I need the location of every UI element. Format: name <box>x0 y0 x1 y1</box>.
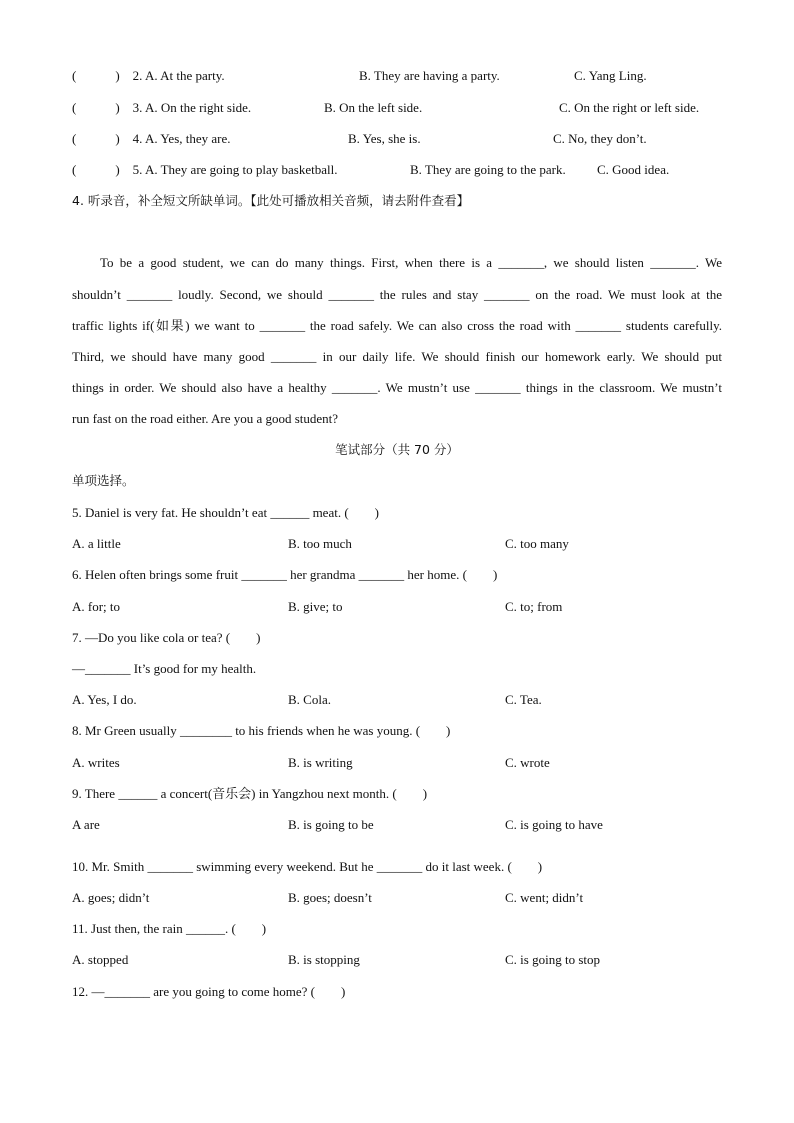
question-11-option-a: A. stopped <box>72 952 129 967</box>
listening-q4-option-c: C. No, they don’t. <box>553 131 647 146</box>
listening-q3: ( ) 3. A. On the right side. <box>72 100 252 115</box>
question-6-option-b: B. give; to <box>288 599 343 614</box>
question-6-option-a: A. for; to <box>72 599 121 614</box>
question-10-option-a: A. goes; didn’t <box>72 890 150 905</box>
question-5-option-b: B. too much <box>288 536 352 551</box>
passage-line: shouldn’t _______ loudly. Second, we should _______ the rules and stay _______ on the road. We must look at the <box>72 287 722 302</box>
question-11-option-b: B. is stopping <box>288 952 360 967</box>
section-4-title: 4. 听录音，补全短文所缺单词。【此处可播放相关音频，请去附件查看】 <box>72 193 470 208</box>
question-6-option-c: C. to; from <box>505 599 563 614</box>
listening-q2-option-c: C. Yang Ling. <box>574 68 647 83</box>
passage-line: things in order. We should also have a healthy _______. We mustn’t use _______ things in the classroom. We mustn’t <box>72 380 722 395</box>
question-7-option-a: A. Yes, I do. <box>72 692 137 707</box>
question-10-option-c: C. went; didn’t <box>505 890 584 905</box>
passage-line: traffic lights if(如果) we want to _______ the road safely. We can also cross the road with _______ students carefully. <box>72 318 722 333</box>
listening-q5: ( ) 5. A. They are going to play basketball. <box>72 162 338 177</box>
question-9-option-c: C. is going to have <box>505 817 603 832</box>
question-6-stem: 6. Helen often brings some fruit _______ her grandma _______ her home. ( ) <box>72 567 498 582</box>
question-8-option-a: A. writes <box>72 755 120 770</box>
listening-q3-option-b: B. On the left side. <box>324 100 423 115</box>
question-5-stem: 5. Daniel is very fat. He shouldn’t eat ______ meat. ( ) <box>72 505 379 520</box>
question-9-option-a: A are <box>72 817 100 832</box>
question-9-stem: 9. There ______ a concert(音乐会) in Yangzhou next month. ( ) <box>72 786 428 801</box>
passage-line: To be a good student, we can do many things. First, when there is a _______, we should listen _______. We <box>100 255 722 270</box>
listening-q2-option-b: B. They are having a party. <box>359 68 500 83</box>
question-11-stem: 11. Just then, the rain ______. ( ) <box>72 921 267 936</box>
question-9-option-b: B. is going to be <box>288 817 374 832</box>
written-section-title: 笔试部分（共 70 分） <box>335 442 459 457</box>
question-8-option-c: C. wrote <box>505 755 550 770</box>
question-10-option-b: B. goes; doesn’t <box>288 890 372 905</box>
question-7-stem: 7. —Do you like cola or tea? ( ) <box>72 630 261 645</box>
question-8-option-b: B. is writing <box>288 755 353 770</box>
listening-q3-option-c: C. On the right or left side. <box>559 100 700 115</box>
question-7-response: —_______ It’s good for my health. <box>72 661 257 676</box>
multiple-choice-title: 单项选择。 <box>72 473 135 488</box>
passage-line: Third, we should have many good _______ in our daily life. We should finish our homework early. We should put <box>72 349 722 364</box>
question-7-option-b: B. Cola. <box>288 692 331 707</box>
question-5-option-c: C. too many <box>505 536 569 551</box>
listening-q4: ( ) 4. A. Yes, they are. <box>72 131 231 146</box>
question-5-option-a: A. a little <box>72 536 121 551</box>
passage-line: run fast on the road either. Are you a good student? <box>72 411 339 426</box>
question-11-option-c: C. is going to stop <box>505 952 600 967</box>
question-12-stem: 12. —_______ are you going to come home? ( ) <box>72 984 346 999</box>
listening-q4-option-b: B. Yes, she is. <box>348 131 421 146</box>
question-8-stem: 8. Mr Green usually ________ to his friends when he was young. ( ) <box>72 723 451 738</box>
listening-q5-option-c: C. Good idea. <box>597 162 670 177</box>
question-10-stem: 10. Mr. Smith _______ swimming every weekend. But he _______ do it last week. ( ) <box>72 859 543 874</box>
listening-q5-option-b: B. They are going to the park. <box>410 162 566 177</box>
listening-q2: ( ) 2. A. At the party. <box>72 68 225 83</box>
question-7-option-c: C. Tea. <box>505 692 542 707</box>
